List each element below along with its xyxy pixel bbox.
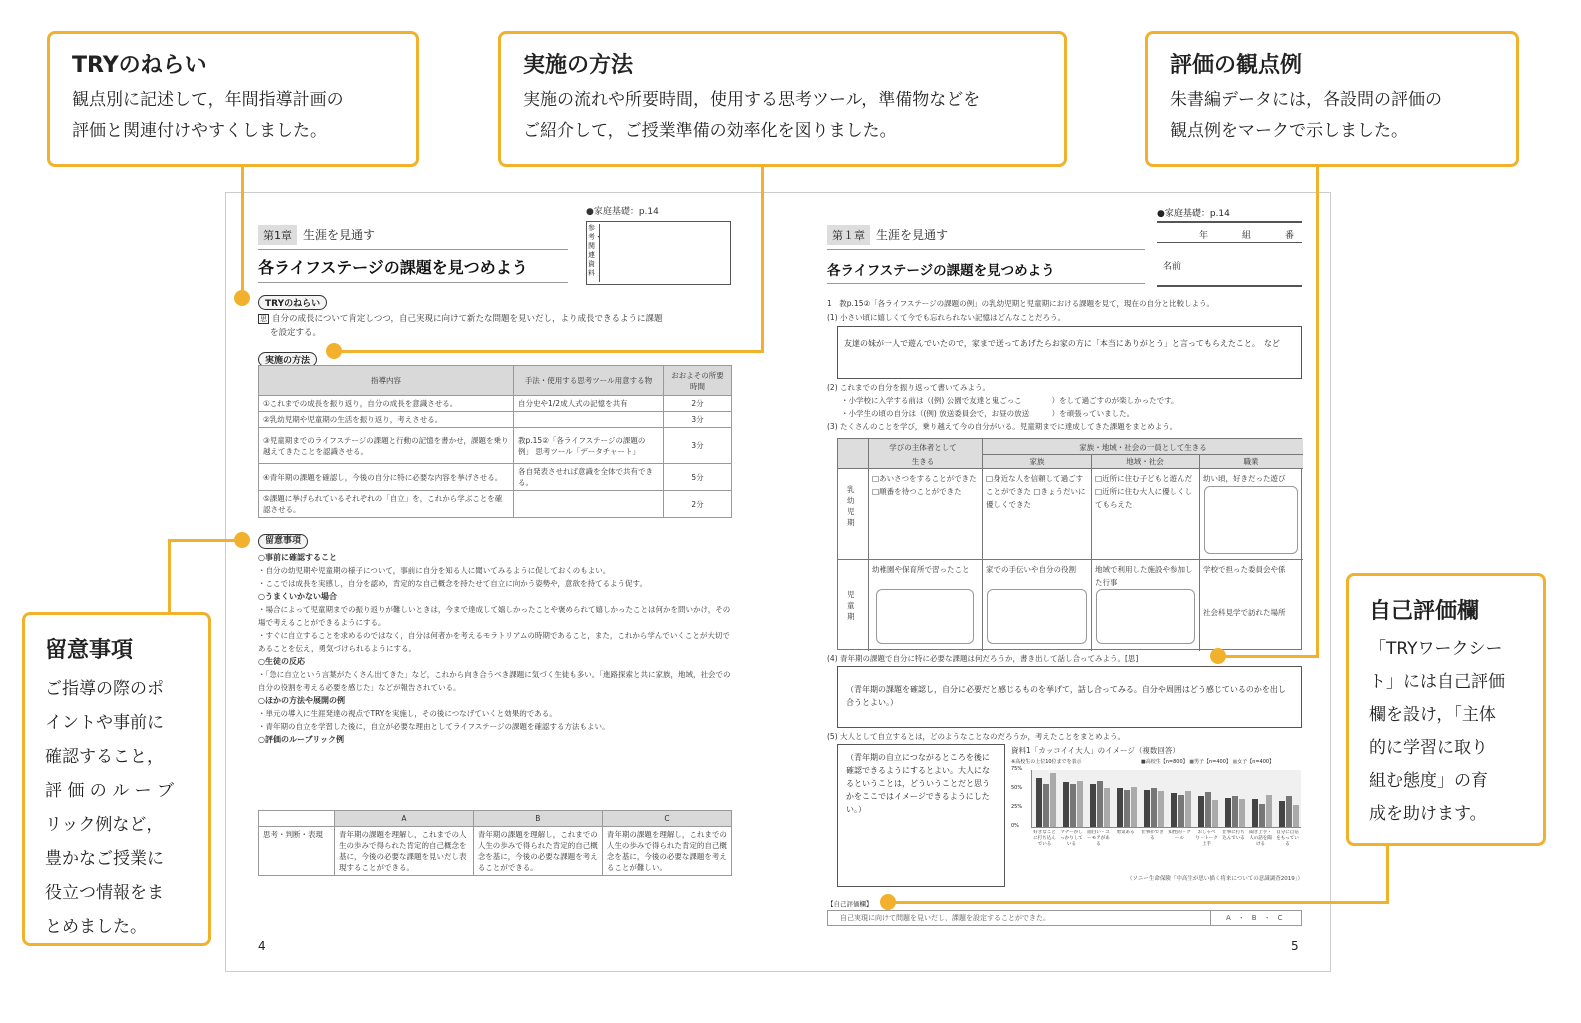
callout-try-aim: [47, 31, 419, 167]
callout-body: 観点別に記述して，年間指導計画の 評価と関連付けやすくしました。: [72, 90, 344, 141]
chart-bar: [1077, 781, 1083, 827]
answer-5-box[interactable]: （青年期の自立につながるところを後に確認できるようにするとよい。大人になるということは，どういうことだと思うかをここではイメージできるようにしたい。）: [837, 744, 1005, 887]
y-tick: 25%: [1011, 804, 1023, 810]
rubric-table: A B C 思考・判断・表現 青年期の課題を理解し，これまでの人生の歩みで得られた肯定的自己概念を基に，今後の必要な課題を見いだし表現することができる。 青年期の課題を理解し，これまでの人生の歩みで得られた肯定的自己概念を基に，今後の必要な課題を考えることができる。 青年期の課題を理解し，これまでの人生の歩みで得られた肯定的自己概念を基に，今後の必要な課題を考えることが難しい。: [258, 810, 732, 876]
chart-bar: [1063, 782, 1069, 827]
plot: [1031, 770, 1301, 828]
chart-bar: [1232, 796, 1238, 827]
chart-bar: [1171, 793, 1177, 827]
chart-source: （ソニー生命保険「中高生が思い描く将来についての意識調査2019」）: [1126, 876, 1303, 882]
connector-line: [335, 350, 764, 353]
chapter-label: 第1章 生涯を見通す: [258, 225, 568, 250]
ref-box-label: 参考・関連資料: [588, 224, 600, 282]
connector-line: [761, 167, 764, 353]
connector-dot: [234, 532, 250, 548]
callout-title: 自己評価欄: [1369, 599, 1480, 624]
connector-line: [241, 167, 244, 298]
write-area[interactable]: [876, 589, 974, 644]
book-spread: [225, 192, 1331, 972]
callout-body: 実施の流れや所要時間，使用する思考ツール，準備物などを ご紹介して，ご授業準備の効率化を図りました。: [523, 90, 981, 141]
callout-title: 評価の観点例: [1170, 53, 1303, 78]
question-1-1: (1) 小さい頃に嬉しくて今でも忘れられない記憶はどんなことだろう。: [827, 313, 1066, 322]
right-ref: ●家庭基礎：p.14: [1157, 209, 1230, 219]
chart-area: [1011, 744, 1303, 889]
x-tick-label: 面白い・ユーモアがある: [1087, 830, 1110, 847]
table-row: ⑤課題に挙げられているそれぞれの「自立」を，これから学ぶことを確認させる。 2分: [259, 491, 732, 518]
chart-bar: [1239, 799, 1245, 827]
connector-dot: [234, 290, 250, 306]
callout-body: ご指導の際のポ イントや事前に 確認すること， 評 価 の ル ー ブ リック例など， 豊かなご授業に 役立つ情報をま とめました。: [45, 679, 175, 937]
table-row: ②乳幼児期や児童期の生活を振り返り，考えさせる。 3分: [259, 412, 732, 428]
connector-dot: [326, 343, 342, 359]
page-number: 5: [1291, 939, 1299, 953]
method-section: 実施の方法: [258, 348, 317, 367]
connector-dot: [880, 894, 896, 910]
chapter-label: 第１章 生涯を見通す: [827, 225, 1145, 250]
write-area[interactable]: [1096, 589, 1195, 644]
chart-bar: [1286, 796, 1292, 827]
x-tick-label: 知性的・クール: [1168, 830, 1191, 841]
callout-title: 留意事項: [45, 638, 134, 663]
self-eval-row: 自己実現に向けて問題を見いだし，課題を設定することができた。 A ・ B ・ C: [827, 910, 1302, 926]
chart-bar: [1252, 799, 1258, 827]
chart-title: 資料1「カッコイイ大人」のイメージ（複数回答）: [1011, 746, 1180, 755]
y-tick: 0%: [1011, 823, 1019, 829]
callout-title: 実施の方法: [523, 53, 634, 78]
question-1-4: (4) 青年期の課題で自分に特に必要な課題は何だろうか，書き出して話し合ってみよう。[思]: [827, 654, 1139, 663]
connector-line: [1386, 845, 1389, 904]
x-tick-label: 仕事ができる: [1141, 830, 1164, 841]
connector-dot: [1210, 648, 1226, 664]
left-page: [226, 193, 779, 973]
chart-bar: [1151, 788, 1157, 827]
left-ref: ●家庭基礎：p.14: [586, 207, 659, 217]
chart-bar: [1185, 791, 1191, 827]
connector-line: [1216, 655, 1319, 658]
x-tick-label: 自分に自信をもっている: [1276, 830, 1299, 847]
ref-box: [586, 221, 731, 285]
answer-1-box[interactable]: 友達の妹が一人で遊んでいたので，家まで送ってあげたらお家の方に「本当にありがとう」と言ってもらえたこと。 など: [837, 326, 1302, 379]
page-title: 各ライフステージの課題を見つめよう: [258, 255, 568, 283]
chart-bar: [1090, 784, 1096, 827]
callout-body: 朱書編データには，各設問の評価の 観点例をマークで示しました。: [1170, 90, 1442, 141]
chart-bar: [1036, 778, 1042, 827]
page-title: 各ライフステージの課題を見つめよう: [827, 259, 1145, 284]
chart-bar: [1070, 784, 1076, 827]
callout-title: TRYのねらい: [72, 53, 207, 78]
chart-subtitle: ※高校生の上位10位までを表示: [1011, 759, 1082, 765]
question-1: 1 教p.15②「各ライフステージの課題の例」の乳幼児期と児童期における課題を見て，現在の自分と比較しよう。: [827, 299, 1214, 308]
table-row: ③児童期までのライフステージの課題と行動の記憶を書かせ，課題を乗り越えてきたことを認識させる。 教p.15②「各ライフステージの課題の例」 思考ツール「データチャート」 3分: [259, 428, 732, 464]
connector-line: [1316, 167, 1319, 658]
chart-bar: [1279, 801, 1285, 827]
question-1-2: (2) これまでの自分を振り返って書いてみよう。 ・小学校に入学する前は（(例) 公園で友達と鬼ごっこ ）をして過ごすのが楽しかったです。 ・小学生の頃の自分は（(例) 放送委員会で，お昼の放送 ）を頑張っていました。 (3) たくさんのことを学び，乗り越えて今の自分がいる。児童期までに達成してきた課題をまとめよう。: [827, 383, 1179, 431]
chart-bar: [1144, 790, 1150, 827]
chart-bar: [1266, 795, 1272, 827]
chart-bar: [1212, 800, 1218, 827]
x-tick-label: マナーがしっかりしている: [1060, 830, 1083, 847]
y-tick: 50%: [1011, 785, 1023, 791]
table-row: ①これまでの成長を振り返り，自分の成長を意識させる。 自分史や1/2成人式の記憶を共有 2分: [259, 396, 732, 412]
connector-line: [168, 539, 171, 613]
row-label-infant: 乳幼児期: [847, 485, 855, 527]
chart-bar: [1198, 796, 1204, 827]
self-eval-choice[interactable]: A ・ B ・ C: [1226, 914, 1283, 922]
connector-line: [886, 901, 1388, 904]
write-area[interactable]: [987, 589, 1087, 644]
x-labels: [1031, 830, 1301, 870]
x-tick-label: おしゃべり・トーク上手: [1195, 830, 1218, 847]
chart-bar: [1259, 804, 1265, 827]
page-number: 4: [258, 939, 266, 953]
self-eval-head: 【自己評価欄】: [827, 900, 873, 908]
chart-bar: [1158, 791, 1164, 827]
x-tick-label: 好きなことに打ち込んでいる: [1033, 830, 1056, 847]
x-tick-label: 仕事に打ち込んでいる: [1222, 830, 1245, 841]
chart-bar: [1131, 787, 1137, 827]
y-tick: 75%: [1011, 766, 1023, 772]
x-tick-label: 勇気ある: [1116, 830, 1135, 835]
try-section: TRYのねらい 思 自分の成長について肯定しつつ，自己実現に向けて新たな問題を見いだし，より成長できるように課題 を設定する。: [258, 291, 733, 340]
write-area[interactable]: [1204, 486, 1298, 554]
achievement-grid: 学びの主体者として 家族・地域・社会の一員として生きる 生きる 家族 地域・社会 職業 乳幼児期 児童期 □あいさつをすることができた □順番を待つことができた □身近な人を信頼して過ごすことができた □きょうだいに優しくできた □近所に住む子どもと遊んだ □近所に住む大人に優しくしてもらえた 幼い頃，好きだった遊び 幼稚園や保育所で習ったこと 家での手伝いや自分の役割 地域で利用した施設や参加した行事 学校で担った委員会や係 社会科見学で訪れた場所: [837, 438, 1302, 650]
chart-bar: [1124, 790, 1130, 827]
chart-bar: [1117, 788, 1123, 827]
callout-notes: [22, 612, 211, 946]
answer-4-box[interactable]: （青年期の課題を確認し，自分に必要だと感じるものを挙げて，話し合ってみる。自分や周囲はどう感じているのかを出し合うとよい。）: [837, 666, 1302, 728]
chart-bar: [1097, 781, 1103, 827]
method-table: 指導内容 手法・使用する思考ツール用意する物 おおよその所要時間 ①これまでの成長を振り返り，自分の成長を意識させる。 自分史や1/2成人式の記憶を共有 2分 ②乳幼児期や児童期の生活を振り返り，考えさせる。 3分 ③児童期までのライフステージの課題と行動の記憶を書かせ，課題を乗り越えてきたことを認識させる。 教p.15②「各ライフステージの課題の例」 思考ツール「データチャート」 3分 ④青年期の課題を確認し，今後の自分に特に必要な内容を挙げさせる。 各自発表させれば意識を全体で共有できる。 5分 ⑤課題に挙げられているそれぞれの「自立」を，これから学ぶことを確認させる。 2分: [258, 365, 732, 518]
chart-bar: [1050, 773, 1056, 827]
callout-self-eval: [1346, 573, 1546, 846]
chart-bar: [1293, 805, 1299, 827]
row-label-child: 児童期: [847, 590, 855, 621]
chart-bar: [1178, 795, 1184, 827]
chart-bar: [1043, 784, 1049, 827]
right-page: [779, 193, 1332, 973]
callout-body: 「TRYワークシー ト」には自己評価 欄を設け，「主体 的に学習に取り 組む態度」の育 成を助けます。: [1369, 639, 1505, 824]
callout-eval: [1145, 31, 1519, 167]
callout-method: [498, 31, 1067, 167]
x-tick-label: 聞き上手・人の話を聞ける: [1249, 830, 1272, 847]
name-field[interactable]: 名前: [1157, 251, 1302, 287]
chart-bar: [1104, 788, 1110, 827]
chart-bar: [1225, 798, 1231, 827]
class-fields: 年 組 番: [1157, 221, 1302, 243]
notes-section: 留意事項 ○事前に確認すること ・自分の幼児期や児童期の様子について，事前に自分を知る人に聞いてみるように促しておくのもよい。 ・ここでは成長を実感し，自分を認め，肯定的な自己概念を持たせて自立に向かう姿勢や，意欲を持てるよう促す。 ○うまくいかない場合 ・場合によって児童期までの振り返りが難しいときは，今まで達成して嬉しかったことや褒められて嬉しかったことは何かを問いかけ，その場で考えることができるようにする。 ・すぐに自立することを求めるのではなく，自分は何者かを考えるモラトリアムの時期であること，また，これから学んでいくことが大切であることを伝え，勇気づけられるようにする。 ○生徒の反応 ・「急に自立という言葉がたくさん出てきた」など，これから向き合うべき課題に気づく生徒も多い。「進路探索と共に家族，地域，社会での自分の役割を考える必要を感じた」などが報告されている。 ○ほかの方法や展開の例 ・単元の導入に生涯発達の視点でTRYを実施し，その後につなげていくと効果的である。 ・青年期の自立を学習した後に，自立が必要な理由としてライフステージの課題を確認する方法もよい。 ○評価のルーブリック例: [258, 536, 731, 744]
table-row: ④青年期の課題を確認し，今後の自分に特に必要な内容を挙げさせる。 各自発表させれば意識を全体で共有できる。 5分: [259, 464, 732, 491]
question-1-5: (5) 大人として自立するとは，どのようなことなのだろうか，考えたことをまとめよう。: [827, 732, 1126, 741]
chart-bar: [1205, 792, 1211, 827]
table-row: 思考・判断・表現 青年期の課題を理解し，これまでの人生の歩みで得られた肯定的自己概念を基に，今後の必要な課題を見いだし表現することができる。 青年期の課題を理解し，これまでの人生の歩みで得られた肯定的自己概念を基に，今後の必要な課題を考えることができる。 青年期の課題を理解し，これまでの人生の歩みで得られた肯定的自己概念を基に，今後の必要な課題を考えることが難しい。: [259, 827, 732, 876]
legend: ■高校生【n=800】 ■男子【n=400】 ■女子【n=400】: [1141, 759, 1275, 765]
